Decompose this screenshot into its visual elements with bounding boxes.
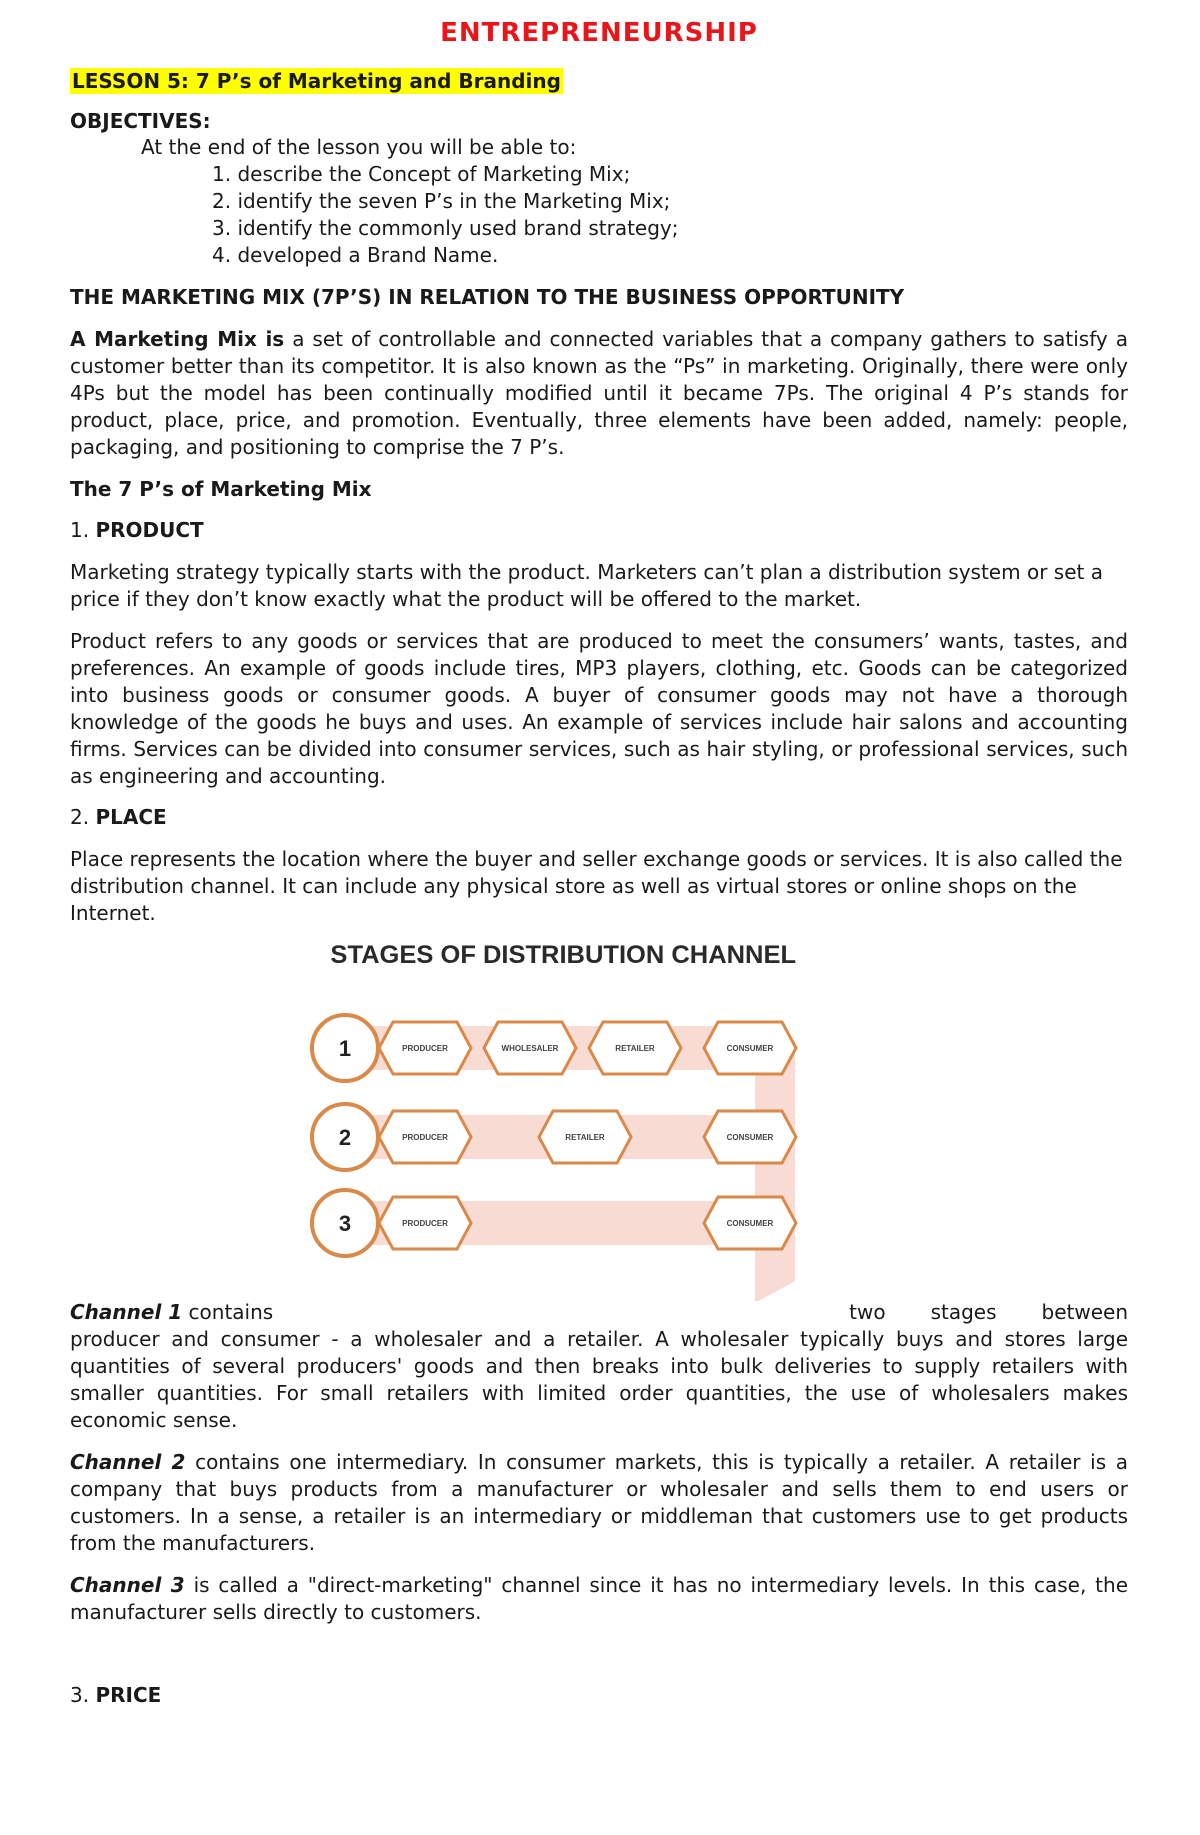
stage-node-label: CONSUMER <box>726 1219 774 1228</box>
channel-3-label: Channel 3 <box>70 1573 185 1597</box>
objective-item: 1. describe the Concept of Marketing Mix; <box>212 162 631 186</box>
objective-item: 3. identify the commonly used brand strategy; <box>212 216 679 240</box>
place-paragraph-1: Place represents the location where the buyer and seller exchange goods or services. It is also called the distribution channel. It can include any physical store as well as virtual stores or online shops on the Internet. <box>70 847 1123 925</box>
product-label: PRODUCT <box>95 518 204 542</box>
figure-title: STAGES OF DISTRIBUTION CHANNEL <box>330 941 797 969</box>
objective-item: 2. identify the seven P’s in the Marketing Mix; <box>212 189 671 213</box>
document-title: ENTREPRENEURSHIP <box>440 18 758 48</box>
channel-1-paragraph: producer and consumer - a wholesaler and a retailer. A wholesaler typically buys and stores large quantities of several producers' goods and then breaks into bulk deliveries to supply retailers with smaller quantities. For small retailers with limited order quantities, the use of wholesalers makes economic sense. <box>70 1327 1128 1432</box>
channel-3-paragraph <box>70 1572 1128 1626</box>
product-number: 1. <box>70 518 96 542</box>
marketing-mix-text: a set of controllable and connected variables that a company gathers to satisfy a customer better than its competitor. It is also known as the “Ps” in marketing. Originally, there were only 4Ps but the model has been continually modified until it became 7Ps. The original 4 P’s stands for product, place, price, and promotion. Eventually, three elements have been added, namely: people, packaging, and positioning to comprise the 7 P’s. <box>70 327 1128 459</box>
channel-2-paragraph <box>70 1449 1128 1557</box>
place-label: PLACE <box>95 805 167 829</box>
document-page <box>70 0 1128 1709</box>
marketing-mix-paragraph <box>70 326 1128 461</box>
channel-1-first-line <box>70 1299 1128 1326</box>
stage-node-label: PRODUCER <box>402 1044 448 1053</box>
distribution-diagram <box>305 941 865 1301</box>
objectives-intro: At the end of the lesson you will be able to: <box>141 135 577 159</box>
stage-node-label: RETAILER <box>565 1133 605 1142</box>
product-heading <box>70 517 1128 544</box>
stage-node-label: WHOLESALER <box>501 1044 559 1053</box>
stage-node-label: CONSUMER <box>726 1044 774 1053</box>
section-heading: THE MARKETING MIX (7P’S) IN RELATION TO THE BUSINESS OPPORTUNITY <box>70 285 905 309</box>
place-heading <box>70 804 1128 831</box>
objective-item: 4. developed a Brand Name. <box>212 243 499 267</box>
price-label: PRICE <box>95 1683 162 1707</box>
channel-3-text: is called a "direct-marketing" channel since it has no intermediary levels. In this case, the manufacturer sells directly to customers. <box>70 1573 1128 1624</box>
stage-node-label: CONSUMER <box>726 1133 774 1142</box>
product-paragraph-1: Marketing strategy typically starts with the product. Marketers can’t plan a distribution system or set a price if they don’t know exactly what the product will be offered to the market. <box>70 560 1103 611</box>
channel-2-label: Channel 2 <box>70 1450 186 1474</box>
product-paragraph-2: Product refers to any goods or services that are produced to meet the consumers’ wants, tastes, and preferences. An example of goods include tires, MP3 players, clothing, etc. Goods can be categorized into business goods or consumer goods. A buyer of consumer goods may not have a thorough knowledge of the goods he buys and uses. An example of services include hair salons and accounting firms. Services can be divided into consumer services, such as hair styling, or professional services, such as engineering and accounting. <box>70 629 1128 788</box>
objectives-heading: OBJECTIVES: <box>70 109 211 133</box>
price-heading <box>70 1682 1128 1709</box>
lesson-title: LESSON 5: 7 P’s of Marketing and Branding <box>72 69 561 93</box>
distribution-channel-figure <box>305 941 865 1301</box>
marketing-mix-lead: A Marketing Mix is <box>70 327 285 351</box>
channel-1-word: two <box>849 1300 886 1324</box>
channel-2-text: contains one intermediary. In consumer markets, this is typically a retailer. A retailer is a company that buys products from a manufacturer or wholesaler and sells them to end users or customers. In a sense, a retailer is an intermediary or middleman that customers use to get products from the manufacturers. <box>70 1450 1128 1555</box>
channel-number: 3 <box>338 1211 352 1236</box>
stage-node-label: PRODUCER <box>402 1219 448 1228</box>
channel-number: 1 <box>338 1036 352 1061</box>
stage-node-label: PRODUCER <box>402 1133 448 1142</box>
stage-node-label: RETAILER <box>615 1044 655 1053</box>
channel-1-first: contains <box>182 1300 274 1324</box>
price-number: 3. <box>70 1683 96 1707</box>
channel-1-word: between <box>1041 1300 1128 1324</box>
channel-1-label: Channel 1 <box>70 1300 183 1324</box>
seven-ps-heading: The 7 P’s of Marketing Mix <box>70 477 372 501</box>
objectives-list <box>70 161 1128 269</box>
channel-number: 2 <box>338 1125 352 1150</box>
place-number: 2. <box>70 805 96 829</box>
channel-1-word: stages <box>930 1300 997 1324</box>
